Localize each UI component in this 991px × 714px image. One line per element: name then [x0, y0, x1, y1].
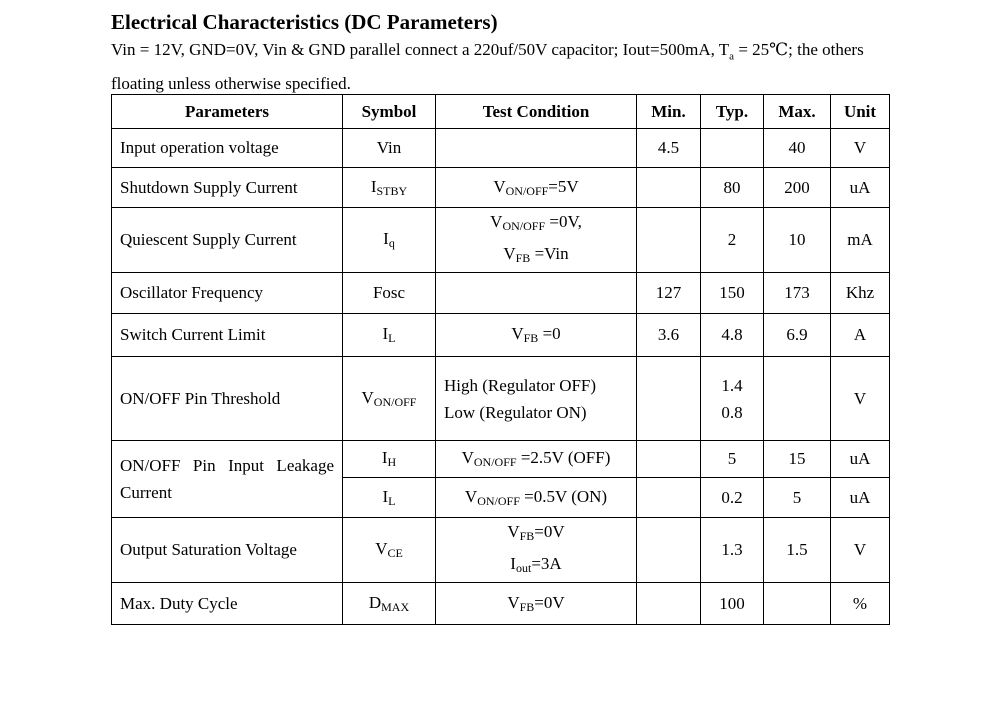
cond-rest: =3A — [531, 554, 562, 573]
cond-sub: ON/OFF — [505, 183, 549, 198]
cell-unit: uA — [831, 478, 890, 518]
cell-unit: uA — [831, 168, 890, 208]
cell-max: 10 — [764, 208, 831, 273]
cell-min — [637, 357, 701, 441]
dc-parameters-table — [111, 94, 890, 625]
cell-typ: 5 — [701, 441, 764, 478]
cond-main: V — [493, 176, 506, 196]
cond-rest: =0.5V (ON) — [519, 486, 608, 506]
symbol-main: I — [370, 176, 377, 196]
cond-rest: =Vin — [530, 244, 569, 263]
symbol-sub: CE — [387, 546, 403, 560]
cell-max: 15 — [764, 441, 831, 478]
cell-param: ON/OFF Pin Input Leakage Current — [112, 441, 343, 518]
table-row — [112, 129, 890, 168]
cell-param: Output Saturation Voltage — [112, 518, 343, 583]
section-title: Electrical Characteristics (DC Parameters) — [111, 10, 498, 34]
header-min: Min. — [637, 95, 701, 129]
cell-max: 5 — [764, 478, 831, 518]
cell-typ — [701, 129, 764, 168]
cell-typ: 80 — [701, 168, 764, 208]
intro-text — [111, 36, 881, 97]
cond-main: V — [464, 486, 478, 506]
cell-symbol — [343, 357, 436, 441]
intro-part1: Vin = 12V, GND=0V, Vin & GND parallel connect a 220uf/50V capacitor; Iout=500mA, T — [111, 40, 730, 59]
cond-sub: out — [515, 561, 532, 575]
cond-line — [444, 240, 628, 272]
cond-rest: =0V — [534, 592, 565, 612]
cond-main: V — [507, 522, 520, 541]
cell-symbol — [343, 583, 436, 625]
cell-condition — [436, 478, 637, 518]
symbol-sub: q — [388, 236, 395, 250]
cell-unit: Khz — [831, 273, 890, 314]
symbol-main: I — [382, 324, 389, 343]
cell-symbol — [343, 314, 436, 357]
cell-unit: A — [831, 314, 890, 357]
cond-sub: ON/OFF — [473, 455, 517, 469]
intro-part2: = 25℃; the others floating unless otherwise specified. — [111, 40, 864, 94]
table-row — [112, 357, 890, 441]
symbol-main: I — [383, 229, 389, 248]
cell-min — [637, 441, 701, 478]
cell-symbol — [343, 478, 436, 518]
cell-typ: 4.8 — [701, 314, 764, 357]
header-unit: Unit — [831, 95, 890, 129]
cell-unit: V — [831, 357, 890, 441]
cell-typ: 0.2 — [701, 478, 764, 518]
cell-min — [637, 583, 701, 625]
cond-sub: FB — [519, 599, 535, 614]
header-typ: Typ. — [701, 95, 764, 129]
cond-sub: FB — [523, 331, 539, 345]
header-parameters: Parameters — [112, 95, 343, 129]
cell-min: 4.5 — [637, 129, 701, 168]
cond-sub: FB — [519, 529, 535, 543]
cell-min — [637, 478, 701, 518]
cond-sub: FB — [515, 251, 531, 265]
cell-param: Oscillator Frequency — [112, 273, 343, 314]
cell-symbol — [343, 518, 436, 583]
cell-condition — [436, 518, 637, 583]
cell-symbol — [343, 441, 436, 478]
cond-main: V — [507, 592, 520, 612]
cell-condition — [436, 314, 637, 357]
cell-condition — [436, 583, 637, 625]
cond-main: I — [510, 554, 516, 573]
symbol-main: V — [375, 539, 388, 558]
cell-param: Max. Duty Cycle — [112, 583, 343, 625]
header-max: Max. — [764, 95, 831, 129]
cell-max — [764, 583, 831, 625]
intro-subscript: a — [729, 50, 735, 63]
cell-unit: V — [831, 518, 890, 583]
cond-main: V — [511, 324, 524, 343]
cell-min: 3.6 — [637, 314, 701, 357]
cell-max — [764, 357, 831, 441]
cell-min: 127 — [637, 273, 701, 314]
cell-condition — [436, 273, 637, 314]
cell-max: 200 — [764, 168, 831, 208]
cond-rest: =0V, — [545, 212, 582, 231]
symbol-main: D — [368, 592, 382, 612]
symbol-sub: L — [388, 331, 396, 345]
typ-line: 0.8 — [721, 402, 743, 422]
cond-sub: ON/OFF — [477, 493, 520, 508]
table-row — [112, 273, 890, 314]
symbol-main: V — [361, 387, 374, 407]
cond-main: V — [461, 448, 474, 467]
cell-max: 6.9 — [764, 314, 831, 357]
cell-param: Shutdown Supply Current — [112, 168, 343, 208]
cell-condition — [436, 168, 637, 208]
cell-condition — [436, 357, 637, 441]
typ-line: 1.4 — [721, 375, 743, 395]
cell-condition — [436, 208, 637, 273]
header-symbol: Symbol — [343, 95, 436, 129]
table-row — [112, 168, 890, 208]
cell-typ: 1.3 — [701, 518, 764, 583]
cond-sub: ON/OFF — [502, 219, 546, 233]
cell-max: 1.5 — [764, 518, 831, 583]
cell-max: 40 — [764, 129, 831, 168]
cond-main: V — [490, 212, 503, 231]
cell-typ: 100 — [701, 583, 764, 625]
cell-symbol: Vin — [343, 129, 436, 168]
cell-condition — [436, 441, 637, 478]
table-row — [112, 208, 890, 273]
cell-typ: 150 — [701, 273, 764, 314]
symbol-sub: MAX — [381, 599, 410, 614]
cell-min — [637, 208, 701, 273]
cond-line — [444, 518, 628, 550]
cell-param: Input operation voltage — [112, 129, 343, 168]
cell-param: Switch Current Limit — [112, 314, 343, 357]
cell-unit: uA — [831, 441, 890, 478]
cell-condition — [436, 129, 637, 168]
table-row — [112, 583, 890, 625]
cond-rest: =0V — [534, 522, 565, 541]
cond-line — [444, 208, 628, 240]
table-row — [112, 518, 890, 583]
cell-unit: V — [831, 129, 890, 168]
cell-max: 173 — [764, 273, 831, 314]
cond-rest: =5V — [548, 176, 579, 196]
cell-typ: 2 — [701, 208, 764, 273]
table-row — [112, 314, 890, 357]
cond-rest: =2.5V (OFF) — [516, 448, 611, 467]
cond-line: High (Regulator OFF) — [444, 375, 597, 395]
symbol-sub: L — [388, 493, 396, 508]
cell-unit: mA — [831, 208, 890, 273]
cond-rest: =0 — [538, 324, 561, 343]
symbol-sub: H — [387, 455, 397, 469]
cond-main: V — [503, 244, 516, 263]
datasheet-section — [111, 8, 891, 614]
symbol-main: I — [381, 448, 388, 467]
cell-symbol — [343, 208, 436, 273]
header-test-condition: Test Condition — [436, 95, 637, 129]
cond-line — [444, 550, 628, 582]
cond-line: Low (Regulator ON) — [444, 402, 587, 422]
table-header-row — [112, 95, 890, 129]
symbol-sub: STBY — [376, 183, 408, 198]
cell-min — [637, 518, 701, 583]
cell-typ — [701, 357, 764, 441]
symbol-sub: ON/OFF — [373, 394, 417, 409]
cell-param: Quiescent Supply Current — [112, 208, 343, 273]
cell-symbol: Fosc — [343, 273, 436, 314]
cell-unit: % — [831, 583, 890, 625]
cell-param: ON/OFF Pin Threshold — [112, 357, 343, 441]
symbol-main: I — [382, 486, 389, 506]
cell-symbol — [343, 168, 436, 208]
table-row — [112, 441, 890, 478]
cell-min — [637, 168, 701, 208]
